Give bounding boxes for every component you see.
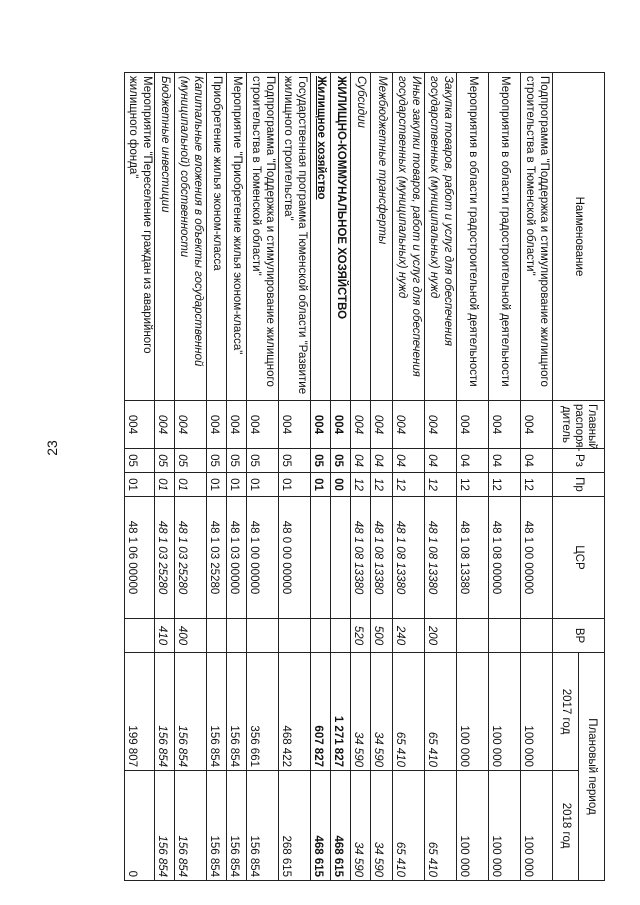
row-pr-cell: 12 — [393, 473, 425, 497]
row-pr-cell: 01 — [311, 473, 331, 497]
row-name-cell — [175, 73, 207, 401]
row-rz-cell: 04 — [457, 449, 489, 473]
table-row — [331, 73, 351, 881]
row-vr-cell — [125, 619, 155, 653]
row-2018-cell: 65 410 — [393, 771, 425, 881]
table-row — [351, 73, 371, 881]
header-vr: ВР — [553, 619, 605, 653]
row-2018-cell: 156 854 — [227, 771, 247, 881]
row-vr-cell: 410 — [155, 619, 175, 653]
row-2018-cell: 156 854 — [247, 771, 279, 881]
table-row — [489, 73, 521, 881]
row-vr-cell — [331, 619, 351, 653]
row-rz-cell: 04 — [393, 449, 425, 473]
table-body — [125, 73, 553, 881]
row-2017-cell: 65 410 — [393, 653, 425, 771]
row-pr-cell: 12 — [457, 473, 489, 497]
row-vr-cell: 500 — [371, 619, 393, 653]
row-ministry-cell: 004 — [393, 401, 425, 449]
rotated-budget-table-container — [125, 72, 605, 880]
row-name-cell — [331, 73, 351, 401]
row-name-text: Подпрограмма "Поддержка и стимулирование жилищного строительства в Тюменской области" — [250, 76, 276, 387]
row-2017-cell: 607 827 — [311, 653, 331, 771]
row-pr-cell: 01 — [125, 473, 155, 497]
header-year-2018: 2018 год — [553, 771, 579, 881]
row-name-cell — [279, 73, 311, 401]
table-row — [247, 73, 279, 881]
table-row — [311, 73, 331, 881]
header-planned-period: Плановый период — [579, 653, 605, 881]
row-name-cell — [371, 73, 393, 401]
table-row — [279, 73, 311, 881]
row-name-text: Мероприятие "Приобретение жилья эконом-класса" — [231, 76, 244, 355]
row-2017-cell: 156 854 — [207, 653, 227, 771]
row-2018-cell: 100 000 — [457, 771, 489, 881]
budget-table — [124, 72, 605, 881]
row-pr-cell: 01 — [207, 473, 227, 497]
row-name-cell — [155, 73, 175, 401]
row-ministry-cell: 004 — [457, 401, 489, 449]
row-2018-cell: 468 615 — [311, 771, 331, 881]
row-csr-cell: 48 1 03 00000 — [227, 497, 247, 619]
row-name-text: Государственная программа Тюменской области "Развитие жилищного строительства" — [282, 76, 308, 395]
table-row — [425, 73, 457, 881]
row-vr-cell — [247, 619, 279, 653]
row-rz-cell: 04 — [351, 449, 371, 473]
row-pr-cell: 01 — [247, 473, 279, 497]
row-2017-cell: 156 854 — [227, 653, 247, 771]
row-name-text: Закупка товаров, работ и услуг для обеспечения государственных (муниципальных) нужд — [428, 76, 454, 347]
row-name-text: Подпрограмма "Поддержка и стимулирование жилищного строительства в Тюменской области" — [524, 76, 550, 387]
row-name-text: ЖИЛИЩНО-КОММУНАЛЬНОЕ ХОЗЯЙСТВО — [335, 76, 348, 320]
row-rz-cell: 05 — [125, 449, 155, 473]
row-2017-cell: 34 590 — [371, 653, 393, 771]
row-csr-cell: 48 1 08 13380 — [425, 497, 457, 619]
row-2018-cell: 100 000 — [521, 771, 553, 881]
row-ministry-cell: 004 — [351, 401, 371, 449]
row-2017-cell: 156 854 — [175, 653, 207, 771]
row-name-cell — [425, 73, 457, 401]
row-name-cell — [311, 73, 331, 401]
row-rz-cell: 05 — [247, 449, 279, 473]
row-name-cell — [207, 73, 227, 401]
row-name-text: Жилищное хозяйство — [315, 76, 328, 200]
row-name-text: Бюджетные инвестиции — [159, 76, 172, 213]
table-row — [155, 73, 175, 881]
row-2017-cell: 356 661 — [247, 653, 279, 771]
row-2017-cell: 199 807 — [125, 653, 155, 771]
row-csr-cell: 48 1 03 25280 — [207, 497, 227, 619]
row-2017-cell: 156 854 — [155, 653, 175, 771]
row-2018-cell: 468 615 — [331, 771, 351, 881]
row-csr-cell: 48 1 06 00000 — [125, 497, 155, 619]
header-year-2017: 2017 год — [553, 653, 579, 771]
header-csr: ЦСР — [553, 497, 605, 619]
row-2018-cell: 34 590 — [371, 771, 393, 881]
row-vr-cell — [311, 619, 331, 653]
row-name-cell — [393, 73, 425, 401]
row-name-cell — [247, 73, 279, 401]
row-ministry-cell: 004 — [155, 401, 175, 449]
row-vr-cell — [489, 619, 521, 653]
row-name-text: Межбюджетные трансферты — [376, 76, 389, 245]
table-row — [521, 73, 553, 881]
table-row — [175, 73, 207, 881]
row-rz-cell: 05 — [207, 449, 227, 473]
row-2018-cell: 156 854 — [155, 771, 175, 881]
row-name-text: Мероприятие "Переселение граждан из аварийного жилищного фонда" — [127, 76, 153, 354]
row-csr-cell: 48 1 08 13380 — [457, 497, 489, 619]
table-row — [125, 73, 155, 881]
row-2017-cell: 34 590 — [351, 653, 371, 771]
row-2018-cell: 156 854 — [175, 771, 207, 881]
page-number: 23 — [44, 440, 60, 456]
header-ministry: Главный распоря-дитель — [553, 401, 605, 449]
row-2018-cell: 268 615 — [279, 771, 311, 881]
row-name-cell — [489, 73, 521, 401]
row-2017-cell: 1 271 827 — [331, 653, 351, 771]
row-rz-cell: 05 — [279, 449, 311, 473]
row-pr-cell: 01 — [227, 473, 247, 497]
row-2017-cell: 100 000 — [457, 653, 489, 771]
row-ministry-cell: 004 — [331, 401, 351, 449]
row-2018-cell: 0 — [125, 771, 155, 881]
row-2018-cell: 65 410 — [425, 771, 457, 881]
row-name-text: Приобретение жилья эконом-класса — [211, 76, 224, 271]
row-pr-cell: 01 — [155, 473, 175, 497]
row-vr-cell — [207, 619, 227, 653]
row-ministry-cell: 004 — [489, 401, 521, 449]
row-2018-cell: 34 590 — [351, 771, 371, 881]
row-name-cell — [227, 73, 247, 401]
row-pr-cell: 12 — [371, 473, 393, 497]
header-pr: Пр — [553, 473, 605, 497]
row-pr-cell: 01 — [175, 473, 207, 497]
row-name-text: Мероприятия в области градостроительной деятельности — [499, 76, 512, 387]
row-ministry-cell: 004 — [227, 401, 247, 449]
row-pr-cell: 01 — [279, 473, 311, 497]
row-name-cell — [351, 73, 371, 401]
row-ministry-cell: 004 — [207, 401, 227, 449]
row-csr-cell — [331, 497, 351, 619]
header-name: Наименование — [553, 73, 605, 401]
row-name-text: Иные закупки товаров, работ и услуг для обеспечения государственных (муниципальных) нужд — [396, 76, 422, 377]
row-2018-cell: 100 000 — [489, 771, 521, 881]
row-vr-cell — [227, 619, 247, 653]
row-csr-cell: 48 0 00 00000 — [279, 497, 311, 619]
row-pr-cell: 12 — [521, 473, 553, 497]
row-ministry-cell: 004 — [521, 401, 553, 449]
row-csr-cell: 48 1 00 00000 — [247, 497, 279, 619]
row-vr-cell: 240 — [393, 619, 425, 653]
table-row — [457, 73, 489, 881]
row-2017-cell: 100 000 — [521, 653, 553, 771]
row-vr-cell — [279, 619, 311, 653]
row-vr-cell: 200 — [425, 619, 457, 653]
row-name-cell — [521, 73, 553, 401]
row-pr-cell: 12 — [489, 473, 521, 497]
row-ministry-cell: 004 — [425, 401, 457, 449]
row-rz-cell: 05 — [331, 449, 351, 473]
row-csr-cell: 48 1 08 00000 — [489, 497, 521, 619]
table-row — [207, 73, 227, 881]
row-rz-cell: 05 — [227, 449, 247, 473]
row-vr-cell — [521, 619, 553, 653]
row-ministry-cell: 004 — [247, 401, 279, 449]
row-vr-cell — [457, 619, 489, 653]
row-csr-cell: 48 1 00 00000 — [521, 497, 553, 619]
row-rz-cell: 05 — [155, 449, 175, 473]
row-rz-cell: 05 — [311, 449, 331, 473]
row-csr-cell: 48 1 03 25280 — [175, 497, 207, 619]
row-name-text: Субсидии — [355, 76, 368, 128]
row-rz-cell: 04 — [521, 449, 553, 473]
table-row — [371, 73, 393, 881]
row-vr-cell: 520 — [351, 619, 371, 653]
header-rz: Рз — [553, 449, 605, 473]
row-csr-cell: 48 1 03 25280 — [155, 497, 175, 619]
row-ministry-cell: 004 — [311, 401, 331, 449]
row-name-cell — [457, 73, 489, 401]
row-vr-cell: 400 — [175, 619, 207, 653]
row-name-text: Капитальные вложения в объекты государственной (муниципальной) собственности — [178, 76, 204, 367]
row-name-text: Мероприятия в области градостроительной деятельности — [467, 76, 480, 387]
row-ministry-cell: 004 — [175, 401, 207, 449]
row-rz-cell: 04 — [489, 449, 521, 473]
row-csr-cell: 48 1 08 13380 — [351, 497, 371, 619]
row-name-cell — [125, 73, 155, 401]
row-2017-cell: 468 422 — [279, 653, 311, 771]
table-row — [393, 73, 425, 881]
row-2018-cell: 156 854 — [207, 771, 227, 881]
row-2017-cell: 65 410 — [425, 653, 457, 771]
table-row — [227, 73, 247, 881]
row-rz-cell: 05 — [175, 449, 207, 473]
row-csr-cell — [311, 497, 331, 619]
row-rz-cell: 04 — [425, 449, 457, 473]
row-pr-cell: 12 — [425, 473, 457, 497]
row-2017-cell: 100 000 — [489, 653, 521, 771]
row-pr-cell: 12 — [351, 473, 371, 497]
row-csr-cell: 48 1 08 13380 — [393, 497, 425, 619]
row-pr-cell: 00 — [331, 473, 351, 497]
row-ministry-cell: 004 — [371, 401, 393, 449]
row-ministry-cell: 004 — [279, 401, 311, 449]
row-rz-cell: 04 — [371, 449, 393, 473]
row-csr-cell: 48 1 08 13380 — [371, 497, 393, 619]
row-ministry-cell: 004 — [125, 401, 155, 449]
